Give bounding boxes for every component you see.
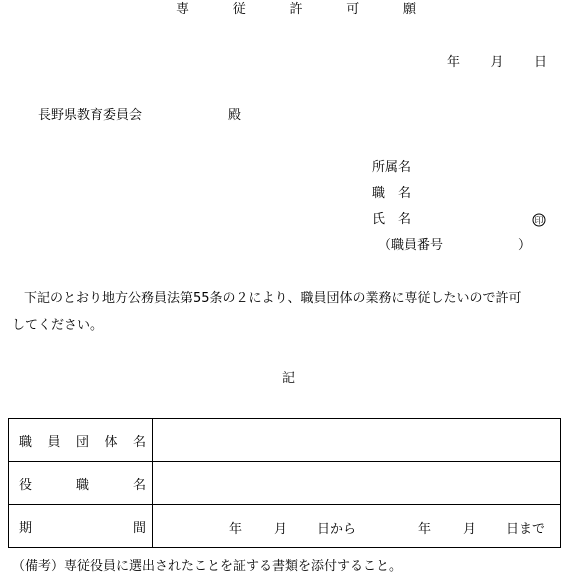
label-char: 間 xyxy=(132,520,146,536)
position-label-cell xyxy=(9,462,153,505)
date-month-label: 月 xyxy=(490,55,504,70)
employee-number-line xyxy=(378,238,532,254)
union-name-label-cell xyxy=(9,419,153,462)
label-char: 員 xyxy=(47,434,61,450)
label-char: 職 xyxy=(75,477,89,493)
union-name-value-cell[interactable] xyxy=(153,419,561,462)
period-from-year: 年 xyxy=(229,522,243,537)
label-char: 名 xyxy=(132,434,146,450)
title-char: 願 xyxy=(402,2,416,17)
date-day-label: 日 xyxy=(533,55,547,70)
seal-mark-icon xyxy=(532,212,546,227)
period-value-cell[interactable] xyxy=(153,505,561,548)
employee-number-label: （職員番号 xyxy=(378,238,444,253)
table-row xyxy=(9,505,561,548)
period-to-month: 月 xyxy=(463,522,477,537)
honorific: 殿 xyxy=(228,108,242,123)
label-char: 期 xyxy=(19,520,33,536)
date-year-label: 年 xyxy=(447,55,461,70)
remarks-note: （備考）専従役員に選出されたことを証する書類を添付すること。 xyxy=(12,559,403,574)
date-line xyxy=(447,55,547,71)
period-to-year: 年 xyxy=(418,522,432,537)
request-text-line1: 下記のとおり地方公務員法第55条の２により、職員団体の業務に専従したいので許可 xyxy=(24,291,522,306)
label-char: 団 xyxy=(75,434,89,450)
position-value-cell[interactable] xyxy=(153,462,561,505)
post-label: 職 名 xyxy=(372,186,412,201)
ki-heading: 記 xyxy=(282,371,296,386)
employee-number-close: ） xyxy=(518,238,532,253)
period-from-month: 月 xyxy=(274,522,288,537)
request-text-line2: してください。 xyxy=(12,318,104,333)
svg-text:印: 印 xyxy=(534,216,544,227)
period-to-day: 日まで xyxy=(506,522,546,537)
period-from-day: 日から xyxy=(317,522,357,537)
period-label-cell xyxy=(9,505,153,548)
label-char: 名 xyxy=(132,477,146,493)
label-char: 役 xyxy=(19,477,33,493)
title-char: 従 xyxy=(232,2,246,17)
title-char: 可 xyxy=(346,2,360,17)
document-title xyxy=(176,2,416,18)
title-char: 専 xyxy=(176,2,190,17)
addressee: 長野県教育委員会 xyxy=(38,108,143,123)
affiliation-label: 所属名 xyxy=(372,160,412,175)
table-row xyxy=(9,462,561,505)
label-char: 職 xyxy=(19,434,33,450)
table-row xyxy=(9,419,561,462)
title-char: 許 xyxy=(289,2,303,17)
name-label: 氏 名 xyxy=(372,212,412,227)
details-table xyxy=(8,418,561,548)
label-char: 体 xyxy=(104,434,118,450)
